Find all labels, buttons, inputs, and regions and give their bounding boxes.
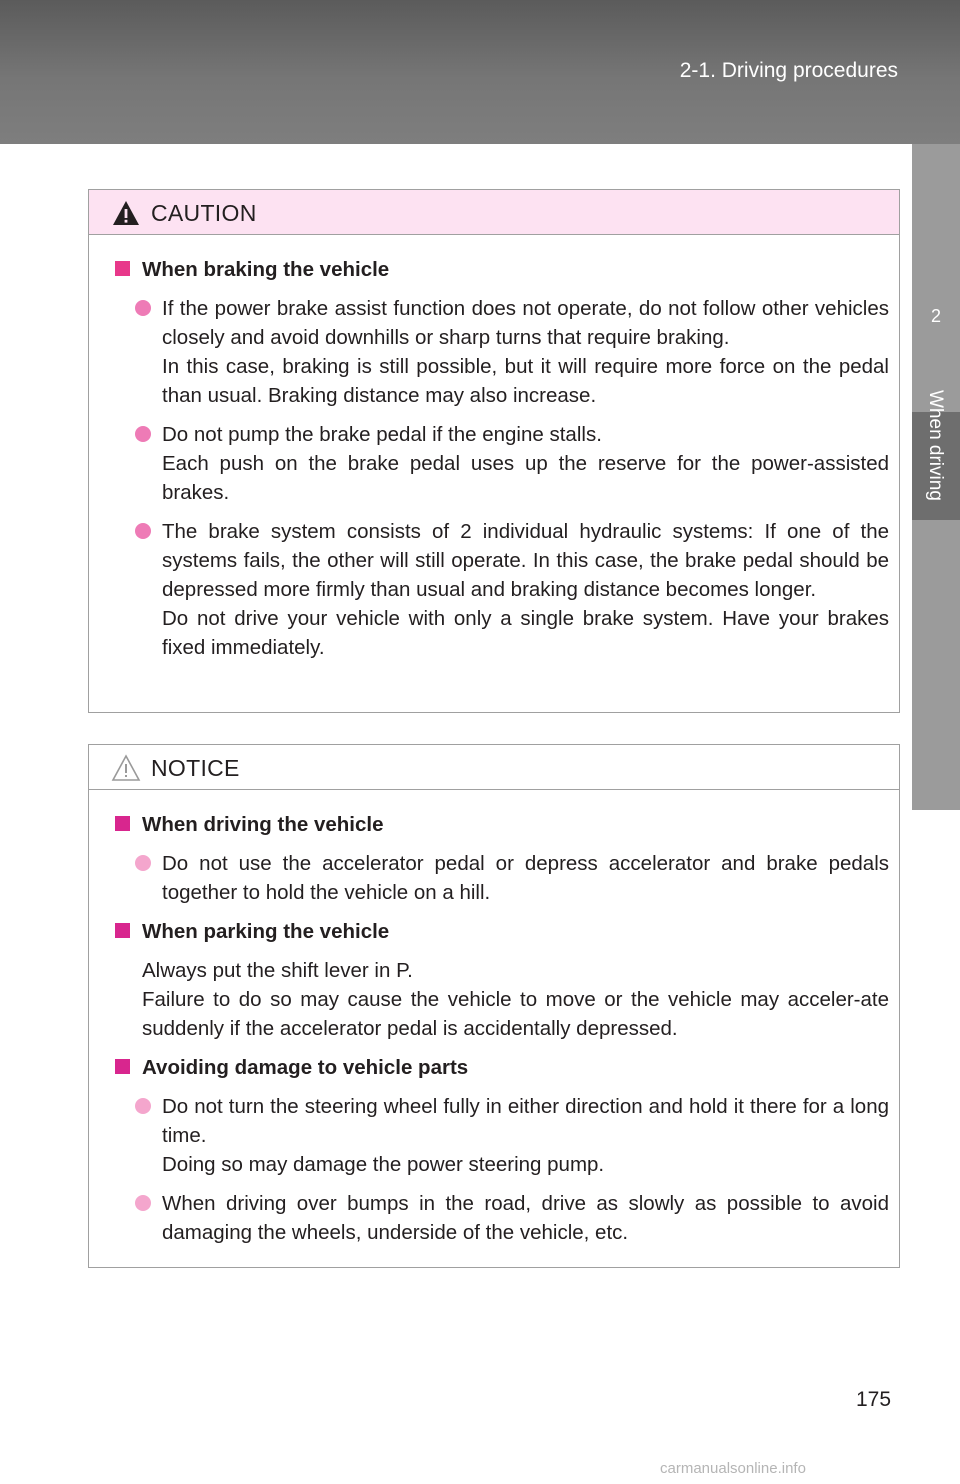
circle-bullet-icon [135,855,151,871]
circle-bullet-icon [135,1195,151,1211]
chapter-number: 2 [930,306,941,326]
chapter-name: When driving [925,390,946,501]
notice-box [88,744,900,1268]
watermark: carmanualsonline.info [660,1460,806,1477]
circle-bullet-icon [135,1098,151,1114]
list-item: Do not pump the brake pedal if the engine stalls. Each push on the brake pedal uses up the reserve for the power-assisted brakes. [115,420,889,507]
caution-box [88,189,900,713]
caution-heading: When braking the vehicle [115,255,889,284]
notice-header [89,745,899,790]
notice-heading-parking: When parking the vehicle [115,917,889,946]
caution-header [89,190,899,235]
notice-heading-driving: When driving the vehicle [115,810,889,839]
paragraph: Always put the shift lever in P. Failure to do so may cause the vehicle to move or the vehicle may acceler-ate suddenly if the accelerator pedal is accidentally depressed. [142,959,889,1040]
circle-bullet-icon [135,523,151,539]
notice-title: NOTICE [151,755,240,781]
notice-heading-damage: Avoiding damage to vehicle parts [115,1053,889,1082]
section-title: 2-1. Driving procedures [679,59,898,82]
list-item: The brake system consists of 2 individual hydraulic systems: If one of the systems fails, the other will still operate. In this case, the brake pedal should be depressed more firmly than usual and braking distance becomes longer. Do not drive your vehicle with only a single brake system. Have your brakes fixed immediately. [115,517,889,662]
list-item: Do not turn the steering wheel fully in either direction and hold it there for a long time. Doing so may damage the power steering pump. [115,1092,889,1179]
warning-triangle-icon [111,199,141,227]
circle-bullet-icon [135,426,151,442]
warning-triangle-outline-icon [111,754,141,782]
circle-bullet-icon [135,300,151,316]
caution-title: CAUTION [151,200,257,226]
list-item: If the power brake assist function does not operate, do not follow other vehicles closely and avoid downhills or sharp turns that require braking. In this case, braking is still possible, but it will require more force on the pedal than usual. Braking distance may also increase. [115,294,889,410]
square-bullet-icon [115,816,130,831]
square-bullet-icon [115,1059,130,1074]
header-band [0,0,960,144]
list-item: When driving over bumps in the road, drive as slowly as possible to avoid damaging the wheels, underside of the vehicle, etc. [115,1189,889,1247]
square-bullet-icon [115,261,130,276]
list-item: Do not use the accelerator pedal or depress accelerator and brake pedals together to hold the vehicle on a hill. [115,849,889,907]
square-bullet-icon [115,923,130,938]
page-number: 175 [856,1388,892,1411]
